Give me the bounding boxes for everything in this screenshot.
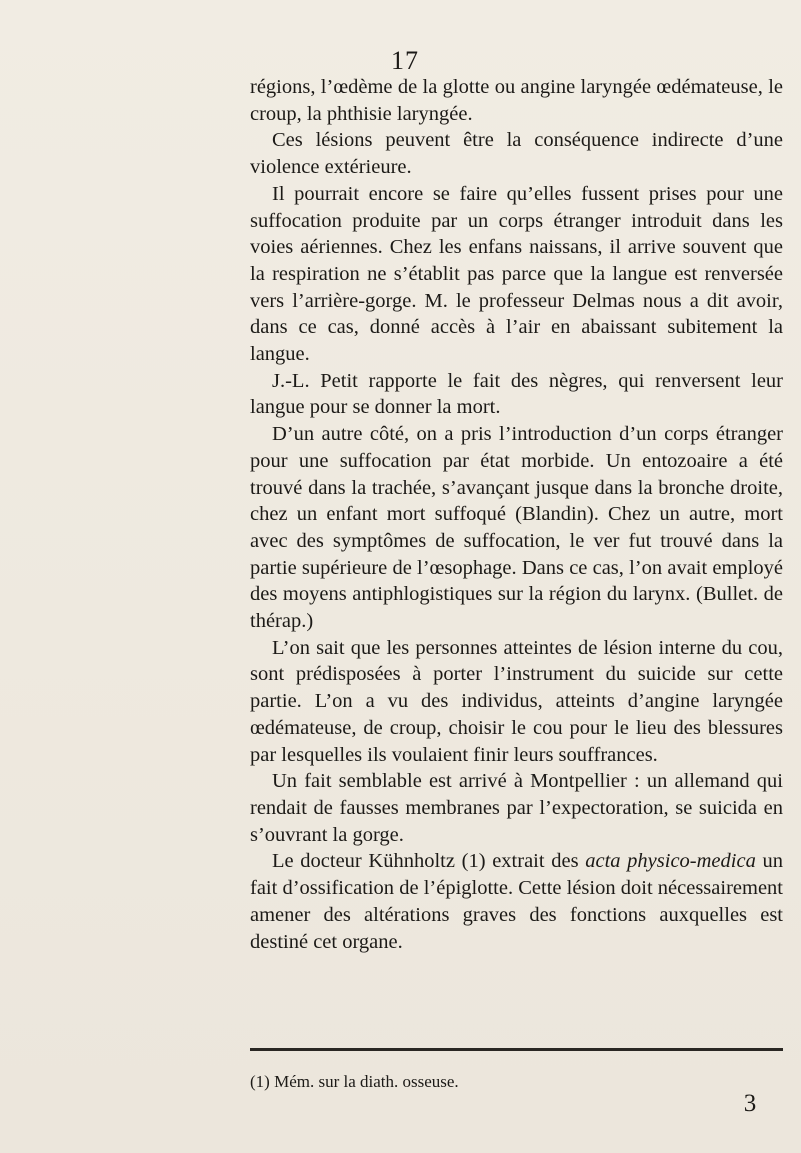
paragraph-3: Il pourrait encore se faire qu’elles fussent prises pour une suffocation produite par un corps étranger introduit dans les voies aériennes. Chez les enfans naissans, il arrive souvent que la respiration ne s’établit pas parce que la langue est renversée vers l’arrière-gorge. M. le professeur Delmas nous a dit avoir, dans ce cas, donné accès à l’air en abaissant subitement la langue.: [250, 182, 783, 366]
paragraph-8-end: un fait d’ossification de l’épiglotte. Cette lésion doit nécessairement amener des altérations graves des fonctions auxquelles est destiné cet organe.: [250, 850, 783, 953]
paragraph-7: Un fait semblable est arrivé à Montpellier : un allemand qui rendait de fausses membranes par l’expectoration, se suicida en s’ouvrant la gorge.: [250, 770, 783, 846]
footnote-rule: [250, 1048, 783, 1051]
paragraph-2: Ces lésions peuvent être la conséquence indirecte d’une violence extérieure.: [250, 129, 783, 179]
paragraph-8: [250, 848, 783, 955]
page-number: 17: [391, 46, 419, 75]
footnote: (1) Mém. sur la diath. osseuse.: [250, 1072, 459, 1091]
signature-mark: 3: [743, 1090, 757, 1117]
paragraph-5: D’un autre côté, on a pris l’introduction d’un corps étranger pour une suffocation par état morbide. Un entozoaire a été trouvé dans la trachée, s’avançant jusque dans la bronche droite, chez un enfant mort suffoqué (Blandin). Chez un autre, mort avec des symptômes de suffocation, le ver fut trouvé dans la partie supérieure de l’œsophage. Dans ce cas, l’on avait employé des moyens antiphlogistiques sur la région du larynx. (Bullet. de thérap.): [250, 423, 783, 633]
paragraph-8-start: Le docteur Kühnholtz (1) extrait des: [272, 850, 586, 873]
body-text: [250, 74, 783, 955]
paragraph-4: J.-L. Petit rapporte le fait des nègres, qui renversent leur langue pour se donner la mort.: [250, 369, 783, 419]
paragraph-1: régions, l’œdème de la glotte ou angine laryngée œdémateuse, le croup, la phthisie laryngée.: [250, 76, 783, 125]
paragraph-8-italic-title: acta physico-medica: [585, 850, 756, 873]
paragraph-6: L’on sait que les personnes atteintes de lésion interne du cou, sont prédisposées à porter l’instrument du suicide sur cette partie. L’on a vu des individus, atteints d’angine laryngée œdémateuse, de croup, choisir le cou pour le lieu des blessures par lesquelles ils voulaient finir leurs souffrances.: [250, 636, 783, 766]
